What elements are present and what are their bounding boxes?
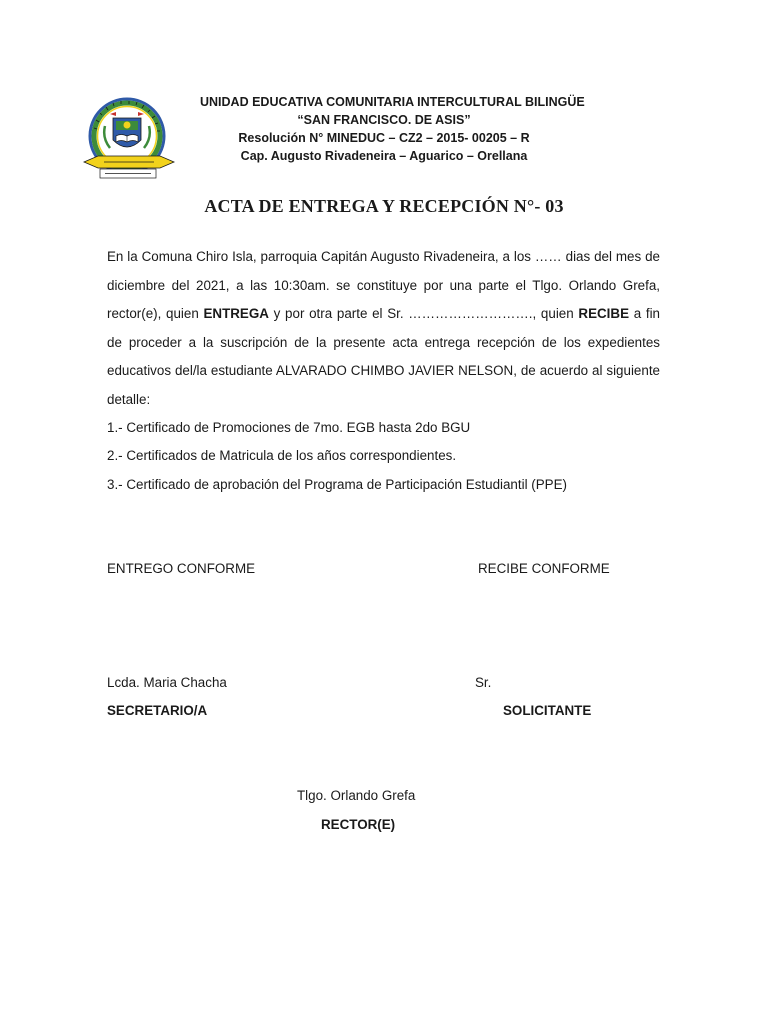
list-item: 1.- Certificado de Promociones de 7mo. EGB hasta 2do BGU bbox=[107, 420, 471, 435]
rector-role: RECTOR(E) bbox=[321, 817, 396, 832]
body-text-part-3: a fin de proceder a la suscripción de la presente acta entrega recepción de los expedientes educativos del/la estudiante ALVARADO CHIMBO JAVIER NELSON, de acuerdo al siguiente detalle: bbox=[107, 306, 660, 407]
header-location: Cap. Augusto Rivadeneira – Aguarico – Orellana bbox=[240, 149, 528, 163]
receiver-label: RECIBE CONFORME bbox=[478, 561, 610, 576]
header-school-name: “SAN FRANCISCO. DE ASIS” bbox=[297, 113, 471, 127]
recibe-keyword: RECIBE bbox=[578, 306, 630, 322]
receiver-role: SOLICITANTE bbox=[503, 703, 592, 718]
entrega-keyword: ENTREGA bbox=[203, 306, 269, 322]
receiver-name: Sr. bbox=[475, 675, 492, 690]
header-institution-name: UNIDAD EDUCATIVA COMUNITARIA INTERCULTURAL BILINGÜE bbox=[200, 95, 585, 109]
header-resolution: Resolución N° MINEDUC – CZ2 – 2015- 00205 – R bbox=[238, 131, 530, 145]
school-seal-logo bbox=[80, 96, 178, 184]
institution-header bbox=[200, 93, 585, 165]
body-text-part-2: y por otra parte el Sr. ………………………., quien bbox=[268, 306, 579, 322]
body-paragraph bbox=[107, 243, 660, 415]
deliverer-label: ENTREGO CONFORME bbox=[107, 561, 256, 576]
deliverer-role: SECRETARIO/A bbox=[107, 703, 208, 718]
list-item: 2.- Certificados de Matricula de los años correspondientes. bbox=[107, 448, 457, 464]
document-list bbox=[107, 414, 667, 499]
deliverer-name: Lcda. Maria Chacha bbox=[107, 675, 227, 690]
list-item: 3.- Certificado de aprobación del Programa de Participación Estudiantil (PPE) bbox=[107, 476, 567, 492]
rector-name: Tlgo. Orlando Grefa bbox=[297, 788, 416, 803]
body-text-part-1: En la Comuna Chiro Isla, parroquia Capitán Augusto Rivadeneira, a los …… dias del mes de diciembre del 2021, a las 10:30am. se constituye por una parte el Tlgo. Orlando Grefa, rector(e), quien bbox=[107, 249, 660, 322]
document-title: ACTA DE ENTREGA Y RECEPCIÓN N°- 03 bbox=[204, 196, 564, 216]
